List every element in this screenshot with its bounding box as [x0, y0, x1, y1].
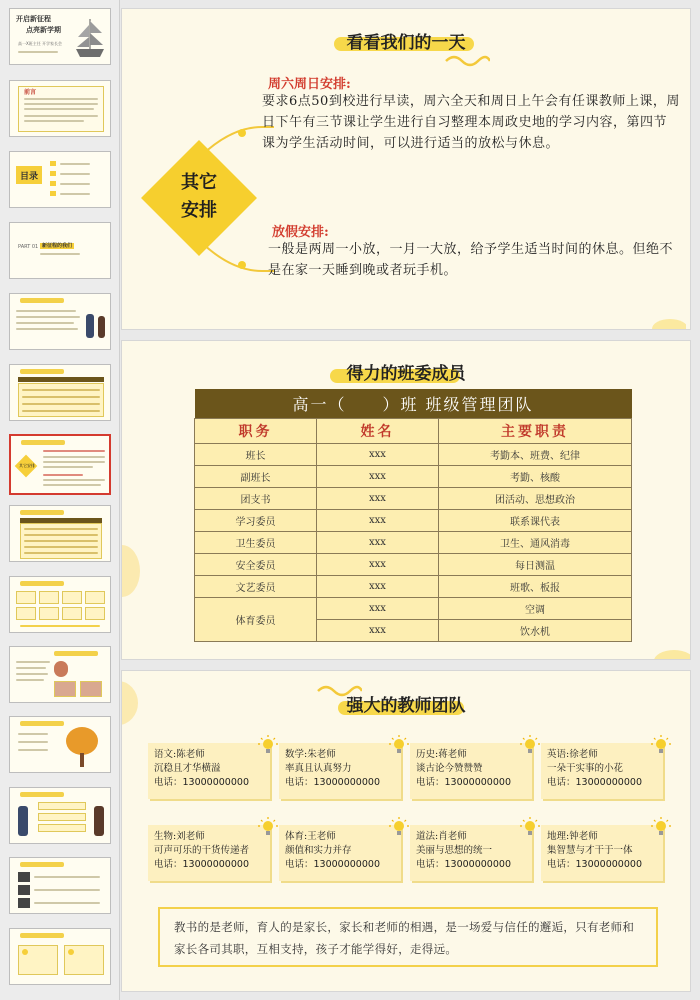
thumb-diamond-label: 其它安排: [19, 463, 35, 468]
thumb-small-text: 高一X班主任 开学家长会: [18, 41, 63, 46]
teacher-subject: 体育:王老师: [285, 831, 336, 842]
name-cell: xxx: [317, 575, 439, 597]
thumb-part-title: 新征程的我们: [42, 243, 73, 249]
holiday-heading: 放假安排:: [272, 225, 329, 240]
name-cell: xxx: [317, 443, 439, 465]
slide-teacher-team[interactable]: [121, 670, 691, 992]
name-cell: xxx: [317, 597, 439, 619]
lightbulb-icon: [389, 735, 409, 757]
slide-thumbnail-11[interactable]: [9, 716, 111, 773]
ship-icon: [72, 15, 108, 59]
table-row: [195, 575, 632, 597]
slide-class-committee[interactable]: [121, 340, 691, 660]
table-row: [195, 531, 632, 553]
column-header-duty: 主要职责: [439, 418, 632, 443]
role-cell: 卫生委员: [195, 531, 317, 553]
table-row: [195, 465, 632, 487]
teacher-card: [541, 743, 663, 799]
name-cell: xxx: [317, 487, 439, 509]
name-cell: xxx: [317, 619, 439, 641]
quote-text: 教书的是老师，育人的是家长，家长和老师的相遇，是一场爱与信任的邂逅，只有老师和家长各司其职，互相支持，孩子才能学得好，走得远。: [174, 920, 635, 956]
side-blob-decoration: [121, 541, 152, 601]
lightbulb-icon: [651, 735, 671, 757]
slide-title: 得力的班委成员: [346, 364, 466, 384]
teacher-description: 率真且认真努力: [285, 763, 352, 774]
slide-thumbnail-3[interactable]: [9, 151, 111, 208]
teacher-description: 沉稳且才华横溢: [154, 763, 221, 774]
teacher-subject: 数学:朱老师: [285, 749, 336, 760]
lightbulb-icon: [520, 735, 540, 757]
duty-cell: 空调: [439, 597, 632, 619]
duty-cell: 每日测温: [439, 553, 632, 575]
table-row: [195, 553, 632, 575]
slide-daily-schedule[interactable]: [121, 8, 691, 330]
lightbulb-icon: [258, 735, 278, 757]
lightbulb-icon: [258, 817, 278, 839]
teacher-phone: 电话：13000000000: [154, 859, 249, 870]
name-cell: xxx: [317, 509, 439, 531]
teacher-subject: 语文:陈老师: [154, 749, 205, 760]
slide-thumbnail-6[interactable]: [9, 364, 111, 421]
role-cell: 学习委员: [195, 509, 317, 531]
teacher-subject: 英语:徐老师: [547, 749, 598, 760]
diamond-label: 其它 安排: [181, 172, 217, 221]
teacher-description: 可声可乐的干货传递者: [154, 845, 250, 856]
committee-table: [194, 389, 632, 642]
slide-thumbnail-1[interactable]: [9, 8, 111, 65]
thumb-part: PART 01: [18, 244, 39, 250]
lightbulb-icon: [389, 817, 409, 839]
teacher-subject: 道法:肖老师: [416, 831, 467, 842]
role-cell: 文艺委员: [195, 575, 317, 597]
teacher-subject: 历史:蒋老师: [416, 749, 467, 760]
teacher-phone: 电话：13000000000: [547, 859, 642, 870]
teacher-card: [148, 825, 270, 881]
corner-blob-decoration: [650, 311, 686, 330]
table-row: [195, 487, 632, 509]
slide-title: 看看我们的一天: [346, 33, 466, 53]
slide-thumbnail-8[interactable]: [9, 505, 111, 562]
table-row: [195, 597, 632, 619]
teacher-description: 美丽与思想的统一: [416, 845, 493, 856]
slide-thumbnail-12[interactable]: [9, 787, 111, 844]
slide-thumbnail-7[interactable]: [9, 434, 111, 495]
table-row: [195, 443, 632, 465]
column-header-name: 姓名: [317, 418, 439, 443]
slide-title: 强大的教师团队: [346, 696, 466, 716]
name-cell: xxx: [317, 465, 439, 487]
thumb-title: 开启新征程: [16, 15, 51, 23]
teacher-subject: 地理:钟老师: [547, 831, 598, 842]
column-header-role: 职务: [195, 418, 317, 443]
role-cell: 体育委员: [195, 597, 317, 641]
teacher-phone: 电话：13000000000: [154, 777, 249, 788]
weekend-heading: 周六周日安排:: [268, 77, 351, 92]
teacher-description: 集智慧与才干于一体: [547, 845, 633, 856]
slide-thumbnail-14[interactable]: [9, 928, 111, 985]
slide-thumbnail-13[interactable]: [9, 857, 111, 914]
teacher-phone: 电话：13000000000: [285, 859, 380, 870]
teacher-card: [279, 743, 401, 799]
teacher-card: [410, 743, 532, 799]
slide-thumbnail-panel[interactable]: [0, 0, 120, 1000]
slide-thumbnail-10[interactable]: [9, 646, 111, 703]
duty-cell: 班歌、板报: [439, 575, 632, 597]
slide-thumbnail-4[interactable]: [9, 222, 111, 279]
duty-cell: 饮水机: [439, 619, 632, 641]
teacher-phone: 电话：13000000000: [285, 777, 380, 788]
teacher-card: [279, 825, 401, 881]
quote-box: [158, 907, 658, 967]
holiday-body: 一般是两周一小放，一月一大放，给予学生适当时间的休息。但绝不是在家一天睡到晚或者玩手机。: [268, 242, 674, 278]
role-cell: 团支书: [195, 487, 317, 509]
thumb-toc-title: 目录: [20, 172, 39, 182]
weekend-body: 要求6点50到校进行早读，周六全天和周日上午会有任课教师上课，周日下午有三节课让学生进行自习整理本周政史地的学习内容，第四节课为学生活动时间，可以进行适当的放松与休息。: [262, 94, 680, 151]
role-cell: 班长: [195, 443, 317, 465]
thumb-heading: 前言: [24, 89, 37, 96]
lightbulb-icon: [651, 817, 671, 839]
duty-cell: 团活动、思想政治: [439, 487, 632, 509]
teacher-description: 颜值和实力并存: [285, 845, 352, 856]
name-cell: xxx: [317, 553, 439, 575]
teacher-phone: 电话：13000000000: [416, 777, 511, 788]
thumb-subtitle: 点亮新学期: [26, 26, 61, 34]
role-cell: 安全委员: [195, 553, 317, 575]
corner-blob-decoration: [650, 641, 690, 660]
lightbulb-icon: [520, 817, 540, 839]
slide-thumbnail-2[interactable]: [9, 80, 111, 137]
slide-thumbnail-9[interactable]: [9, 576, 111, 633]
name-cell: xxx: [317, 531, 439, 553]
teacher-card: [148, 743, 270, 799]
table-row: [195, 509, 632, 531]
teacher-card: [410, 825, 532, 881]
teacher-phone: 电话：13000000000: [416, 859, 511, 870]
role-cell: 副班长: [195, 465, 317, 487]
duty-cell: 卫生、通风消毒: [439, 531, 632, 553]
duty-cell: 考勤、核酸: [439, 465, 632, 487]
teacher-phone: 电话：13000000000: [547, 777, 642, 788]
slide-thumbnail-5[interactable]: [9, 293, 111, 350]
teacher-subject: 生物:刘老师: [154, 831, 205, 842]
teacher-card: [541, 825, 663, 881]
duty-cell: 联系课代表: [439, 509, 632, 531]
duty-cell: 考勤本、班费、纪律: [439, 443, 632, 465]
teacher-description: 一朵干实事的小花: [547, 763, 624, 774]
table-title: 高一（ ）班 班级管理团队: [195, 389, 632, 418]
teacher-description: 谈古论今赞赞赞: [416, 763, 483, 774]
